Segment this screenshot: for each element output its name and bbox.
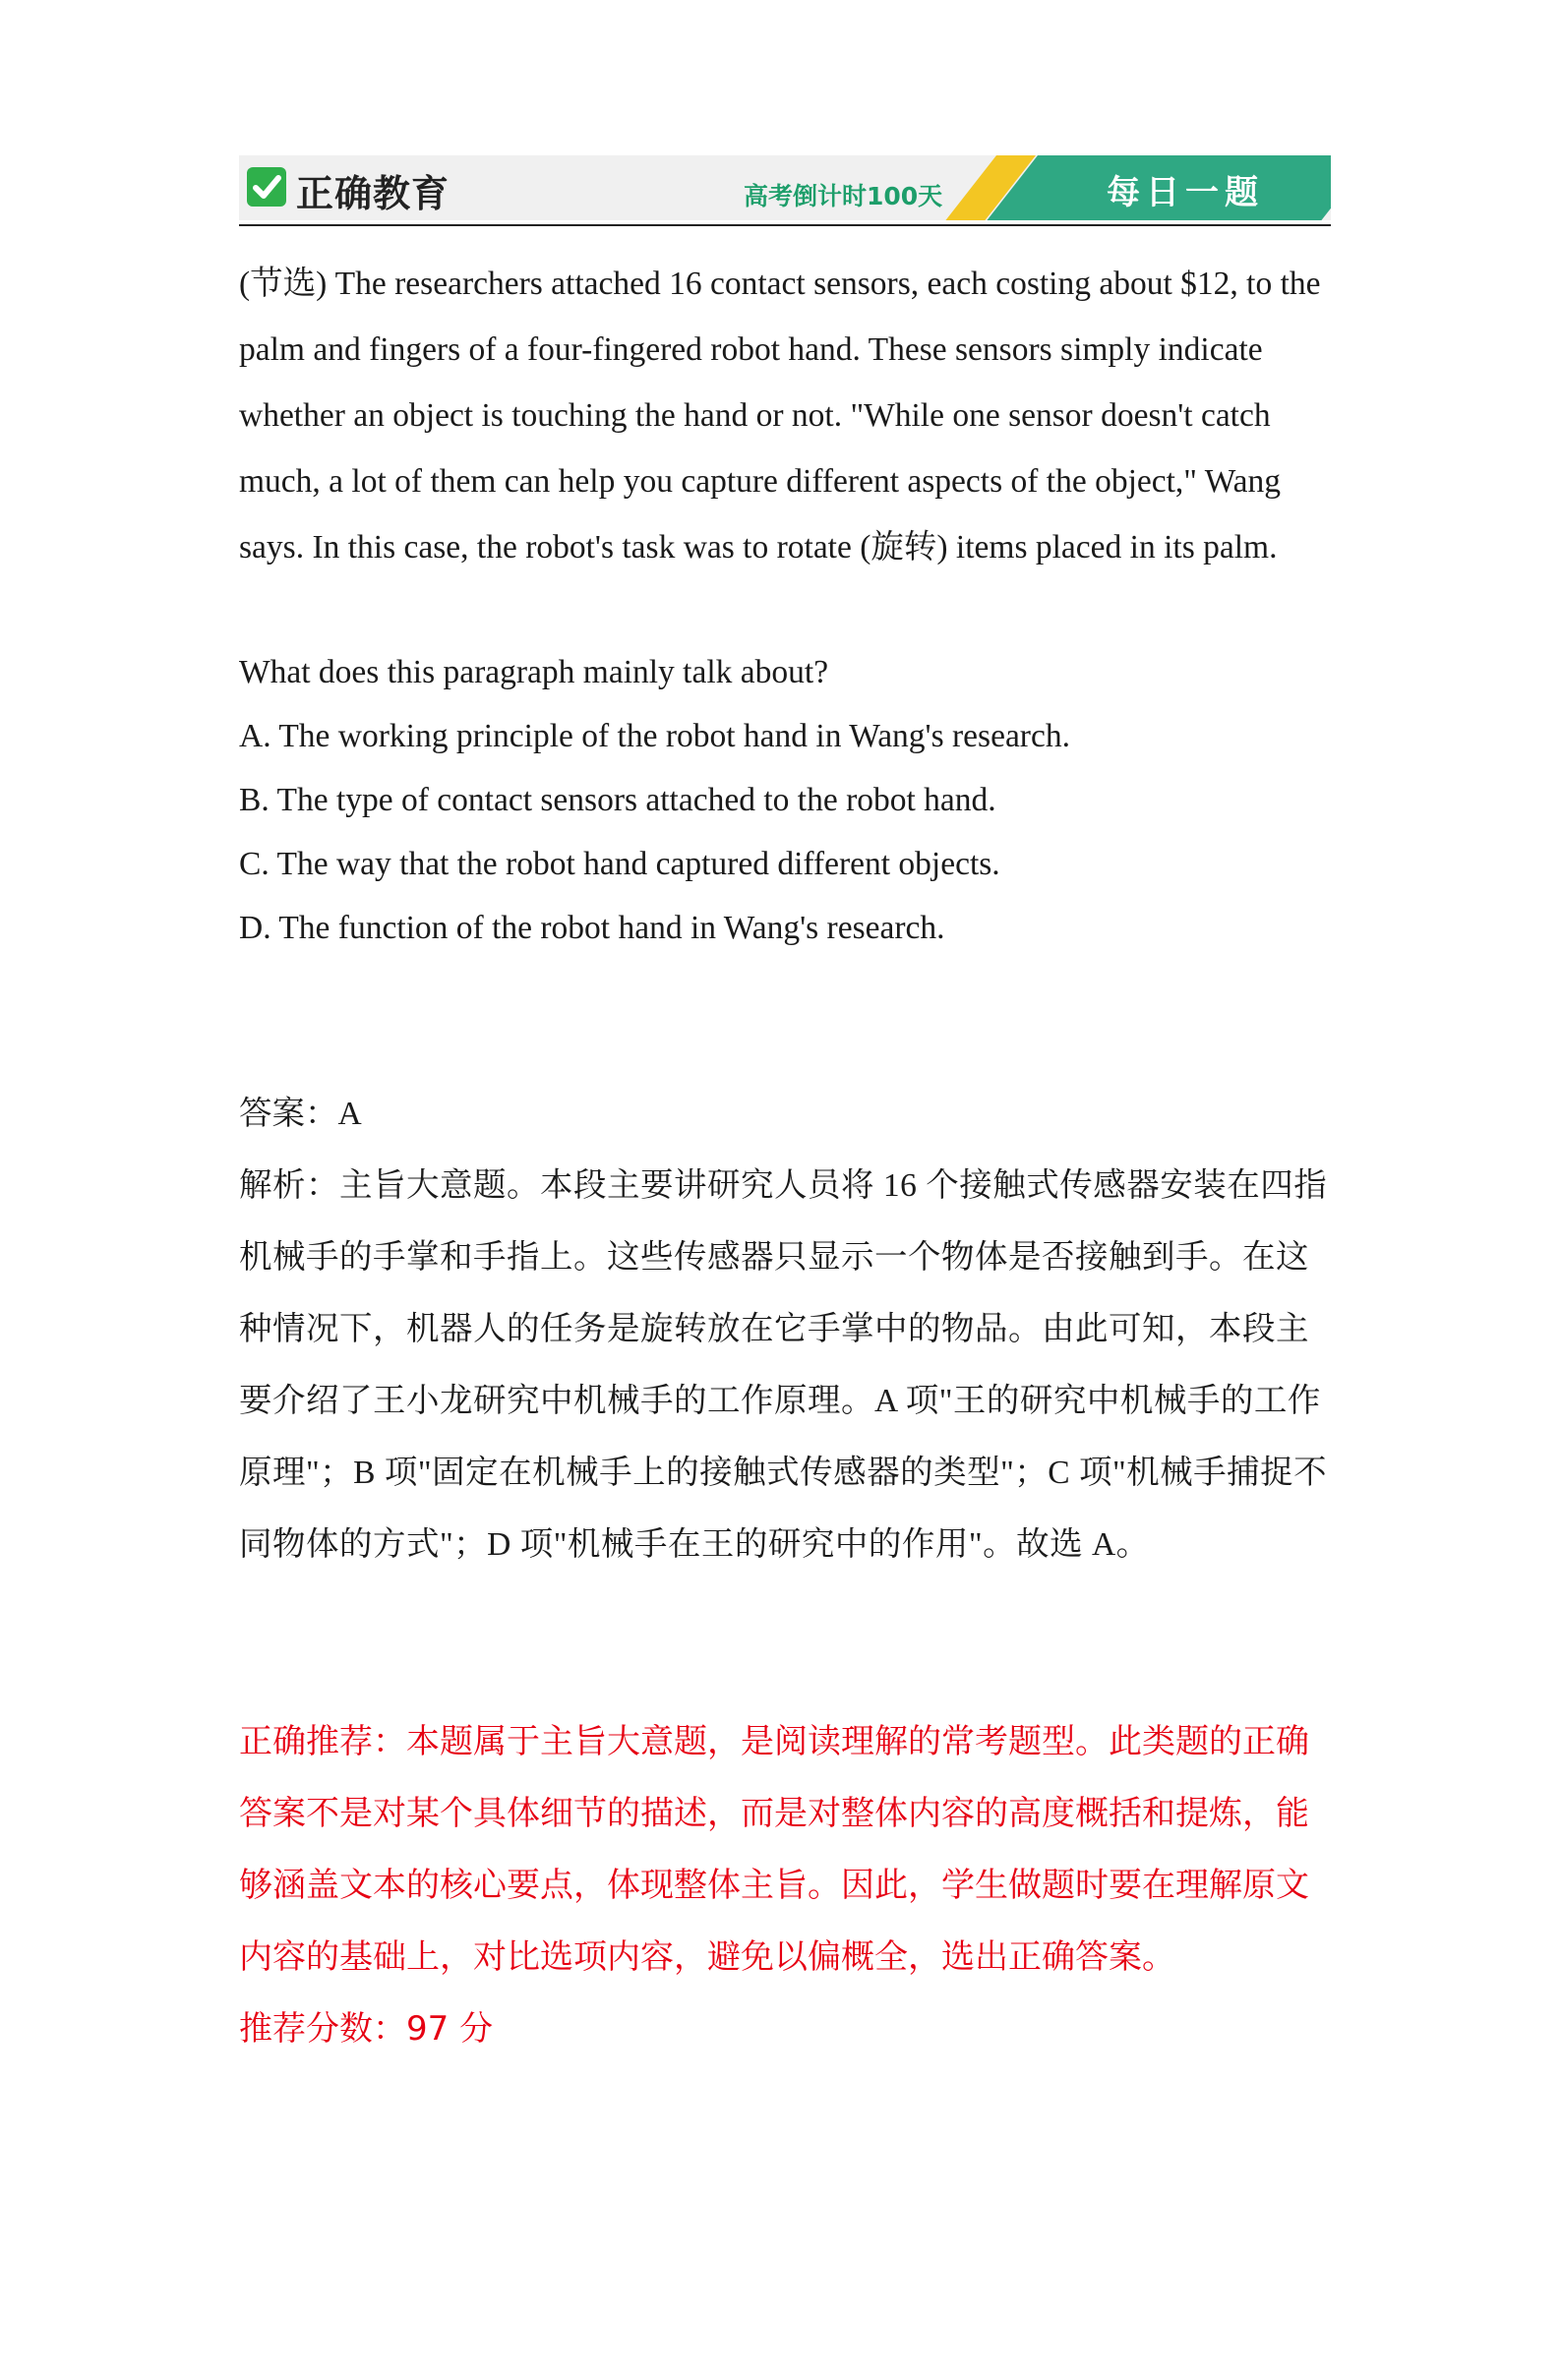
- question-stem: What does this paragraph mainly talk about?: [239, 654, 829, 690]
- daily-title: 每日一题: [1107, 173, 1264, 212]
- document-body: [239, 251, 1341, 2065]
- question-block: [239, 640, 1341, 960]
- header-divider: [239, 224, 1331, 226]
- option-b: B. The type of contact sensors attached to the robot hand.: [239, 782, 996, 818]
- analysis-text: 解析：主旨大意题。本段主要讲研究人员将 16 个接触式传感器安装在四指机械手的手掌和手指上。这些传感器只显示一个物体是否接触到手。在这种情况下，机器人的任务是旋转放在它手掌中的物品。由此可知，本段主要介绍了王小龙研究中机械手的工作原理。A 项"王的研究中机械手的工作原理"；B 项"固定在机械手上的接触式传感器的类型"；C 项"机械手捕捉不同物体的方式"；D 项"机械手在王的研究中的作用"。故选 A。: [239, 1167, 1328, 1563]
- option-c: C. The way that the robot hand captured different objects.: [239, 846, 1000, 882]
- countdown-label: 高考倒计时100天: [744, 182, 943, 210]
- option-d: D. The function of the robot hand in Wang's research.: [239, 910, 945, 946]
- option-a: A. The working principle of the robot hand in Wang's research.: [239, 718, 1070, 754]
- score-text: 推荐分数：97 分: [239, 2009, 494, 2049]
- reading-passage: (节选) The researchers attached 16 contact sensors, each costing about $12, to the palm and fingers of a four-fingered robot hand. These sensors simply indicate whether an object is touching the hand or not. "While one sensor doesn't catch much, a lot of them can help you capture different aspects of the object," Wang says. In this case, the robot's task was to rotate (旋转) items placed in its palm.: [239, 266, 1321, 565]
- answer-text: 答案：A: [239, 1096, 362, 1132]
- recommend-text: 正确推荐：本题属于主旨大意题，是阅读理解的常考题型。此类题的正确答案不是对某个具体细节的描述，而是对整体内容的高度概括和提炼，能够涵盖文本的核心要点，体现整体主旨。因此，学生做题时要在理解原文内容的基础上，对比选项内容，避免以偏概全，选出正确答案。: [239, 1722, 1309, 1977]
- header-banner: [239, 155, 1331, 220]
- brand-logo-text: 正确教育: [296, 172, 450, 215]
- answer-line: [239, 1078, 1341, 1150]
- checkmark-icon: [247, 167, 286, 207]
